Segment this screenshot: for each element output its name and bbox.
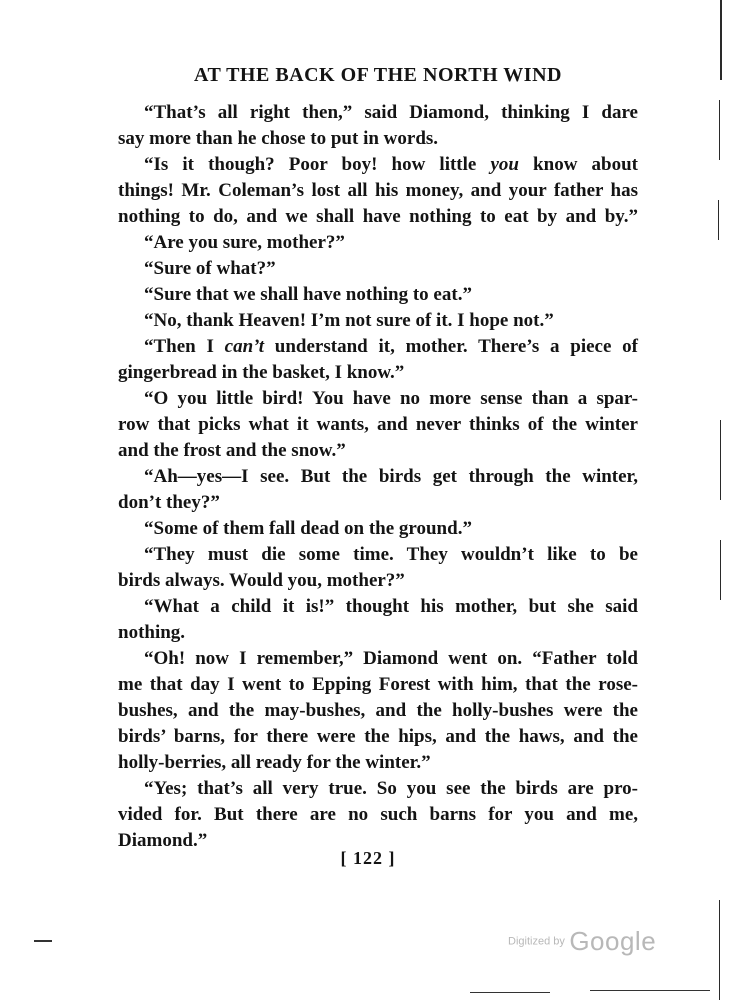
scan-edge-mark (720, 420, 721, 500)
text-line: birds’ barns, for there were the hips, and the haws, and the (118, 726, 638, 747)
text-line: “Sure of what?” (144, 258, 276, 279)
scan-dash-mark (590, 990, 710, 991)
watermark-prefix: Digitized by (508, 935, 565, 948)
scan-dash-mark (470, 992, 550, 993)
text-line: say more than he chose to put in words. (118, 128, 439, 149)
text-line: things! Mr. Coleman’s lost all his money, and your father has (118, 180, 638, 201)
text-line: gingerbread in the basket, I know.” (118, 362, 405, 383)
text-line: “Are you sure, mother?” (144, 232, 345, 253)
text-line: “That’s all right then,” said Diamond, thinking I dare (144, 102, 638, 123)
text-line: and the frost and the snow.” (118, 440, 346, 461)
scan-edge-mark (720, 540, 721, 600)
text-line: don’t they?” (118, 492, 220, 513)
text-line: row that picks what it wants, and never thinks of the winter (118, 414, 638, 435)
text-line: “What a child it is!” thought his mother, but she said (144, 596, 638, 617)
text-line: nothing to do, and we shall have nothing to eat by and by.” (118, 206, 638, 227)
text-line: birds always. Would you, mother?” (118, 570, 405, 591)
page-lines (118, 100, 638, 854)
text-line: bushes, and the may-bushes, and the holly-bushes were the (118, 700, 638, 721)
body-text (118, 100, 638, 854)
text-line: me that day I went to Epping Forest with him, that the rose- (118, 674, 638, 695)
text-line: Diamond.” (118, 830, 208, 851)
scan-edge-mark (719, 900, 720, 1000)
watermark-brand: Google (569, 926, 657, 956)
text-line: “Ah—yes—I see. But the birds get through the winter, (144, 466, 638, 487)
text-line: “Then I can’t understand it, mother. There’s a piece of (144, 336, 638, 357)
text-line: “No, thank Heaven! I’m not sure of it. I hope not.” (144, 310, 554, 331)
text-line: “Some of them fall dead on the ground.” (144, 518, 472, 539)
text-line: vided for. But there are no such barns for you and me, (118, 804, 638, 825)
text-line: holly-berries, all ready for the winter.” (118, 752, 431, 773)
text-line: “O you little bird! You have no more sense than a spar- (144, 388, 638, 409)
text-line: “Sure that we shall have nothing to eat.” (144, 284, 472, 305)
running-head: AT THE BACK OF THE NORTH WIND (194, 64, 562, 86)
scan-dash-mark (34, 940, 52, 942)
text-line: “Yes; that’s all very true. So you see the birds are pro- (144, 778, 638, 799)
text-line: nothing. (118, 622, 186, 643)
text-line: “They must die some time. They wouldn’t like to be (144, 544, 638, 565)
text-line: “Oh! now I remember,” Diamond went on. “Father told (144, 648, 638, 669)
text-line: “Is it though? Poor boy! how little you know about (144, 154, 638, 175)
scan-edge-mark (719, 100, 720, 160)
digitized-by-google-watermark (508, 926, 656, 957)
scan-edge-mark (718, 200, 719, 240)
page-number: [ 122 ] (340, 848, 396, 868)
scan-edge-mark (720, 0, 722, 80)
